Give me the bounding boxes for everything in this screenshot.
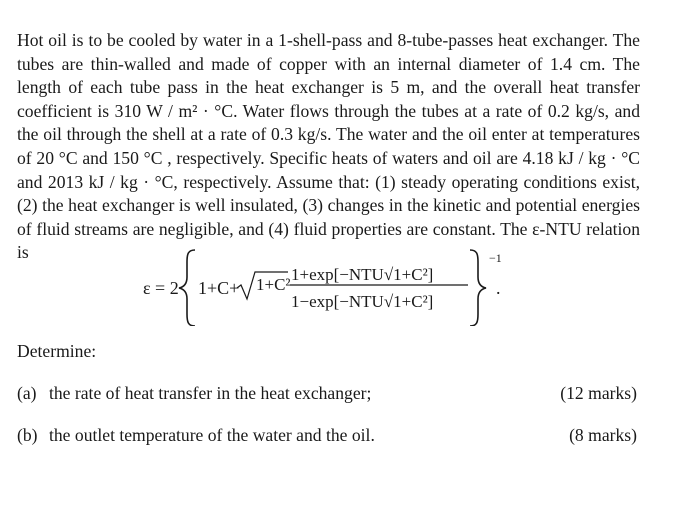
problem-segment-3: and xyxy=(17,171,43,192)
problem-statement xyxy=(17,29,640,265)
part-a-marks: (12 marks) xyxy=(560,383,637,403)
cp-oil: 2013 kJ / kg · °C xyxy=(47,171,174,192)
formula-denominator: 1−exp[−NTU√1+C²] xyxy=(291,292,434,311)
part-b-label: (b) xyxy=(17,425,38,445)
epsilon-ntu-formula xyxy=(143,244,523,326)
problem-intro: Hot oil is to be cooled by water in a 1-shell-pass and 8-tube-passes heat exchanger. The tubes are thin-walled and made of copper with an internal diameter of 1.4 cm. The length of each tube pass in the heat exchanger is 5 m, and the overall heat transfer coefficient is xyxy=(17,30,640,121)
formula-lhs: ε = 2 xyxy=(143,278,179,298)
determine-label: Determine: xyxy=(17,341,97,361)
part-a xyxy=(17,383,637,404)
formula-period: . xyxy=(496,278,501,298)
formula-radicand: 1+C² xyxy=(256,275,291,294)
part-b-marks: (8 marks) xyxy=(569,425,637,445)
part-a-text: the rate of heat transfer in the heat exchanger; xyxy=(49,383,372,403)
u-value: 310 W / m² · °C xyxy=(114,100,234,121)
formula-svg xyxy=(143,244,523,326)
part-b xyxy=(17,425,637,446)
formula-numerator: 1+exp[−NTU√1+C²] xyxy=(291,265,434,284)
right-brace xyxy=(470,250,486,326)
cp-water: 4.18 kJ / kg · °C xyxy=(522,147,640,168)
formula-exponent: −1 xyxy=(489,251,502,265)
part-b-text: the outlet temperature of the water and the oil. xyxy=(49,425,375,445)
problem-segment-2: . Water flows through the tubes at a rate of 0.2 kg/s, and the oil through the shell at a rate of 0.3 kg/s. The water and the oil enter at temperatures of 20 °C and 150 °C , respectively. Specific heats of waters and oil are xyxy=(17,100,640,168)
formula-one-plus-c: 1+C+ xyxy=(198,278,240,298)
left-brace xyxy=(179,250,195,326)
part-a-label: (a) xyxy=(17,383,37,403)
problem-segment-4: , respectively. Assume that: (1) steady operating conditions exist, (2) the heat exchanger is well insulated, (3) changes in the kinetic and potential energies of fluid streams are negligible, and (4) fluid properties are constant. The ε-NTU relation is xyxy=(17,171,640,263)
